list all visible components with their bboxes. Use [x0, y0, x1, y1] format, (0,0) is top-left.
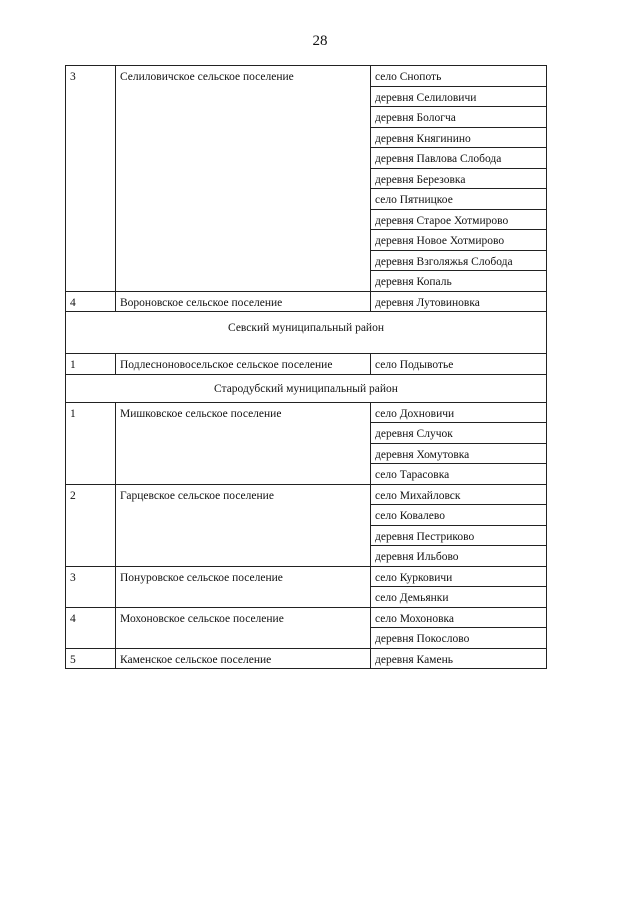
locality-name: деревня Павлова Слобода	[371, 148, 547, 169]
settlements-table	[65, 65, 547, 669]
row-number: 1	[66, 402, 116, 484]
locality-name: деревня Покослово	[371, 628, 547, 649]
locality-name: село Михайловск	[371, 484, 547, 505]
settlement-name: Мохоновское сельское поселение	[116, 607, 371, 648]
settlement-name: Мишковское сельское поселение	[116, 402, 371, 484]
table-row	[66, 402, 547, 423]
settlement-name: Селиловичское сельское поселение	[116, 66, 371, 292]
locality-name: село Ковалево	[371, 505, 547, 526]
locality-name: деревня Хомутовка	[371, 443, 547, 464]
district-title: Севский муниципальный район	[66, 312, 547, 354]
locality-name: деревня Взголяжья Слобода	[371, 250, 547, 271]
locality-name: деревня Копаль	[371, 271, 547, 292]
table-row	[66, 291, 547, 312]
locality-name: деревня Лутовиновка	[371, 291, 547, 312]
table-row	[66, 607, 547, 628]
settlement-name: Каменское сельское поселение	[116, 648, 371, 669]
locality-name: деревня Случок	[371, 423, 547, 444]
locality-name: деревня Старое Хотмирово	[371, 209, 547, 230]
row-number: 5	[66, 648, 116, 669]
row-number: 3	[66, 566, 116, 607]
locality-name: село Дохновичи	[371, 402, 547, 423]
locality-name: деревня Княгинино	[371, 127, 547, 148]
settlement-name: Подлесноновосельское сельское поселение	[116, 354, 371, 375]
locality-name: деревня Березовка	[371, 168, 547, 189]
locality-name: деревня Новое Хотмирово	[371, 230, 547, 251]
settlements-table-body	[66, 66, 547, 669]
locality-name: село Пятницкое	[371, 189, 547, 210]
locality-name: село Тарасовка	[371, 464, 547, 485]
row-number: 2	[66, 484, 116, 566]
locality-name: село Подывотье	[371, 354, 547, 375]
row-number: 3	[66, 66, 116, 292]
locality-name: село Мохоновка	[371, 607, 547, 628]
table-row	[66, 484, 547, 505]
table-row	[66, 648, 547, 669]
locality-name: деревня Камень	[371, 648, 547, 669]
row-number: 4	[66, 291, 116, 312]
district-title: Стародубский муниципальный район	[66, 374, 547, 402]
locality-name: деревня Пестриково	[371, 525, 547, 546]
locality-name: село Снопоть	[371, 66, 547, 87]
table-row	[66, 566, 547, 587]
locality-name: село Демьянки	[371, 587, 547, 608]
row-number: 1	[66, 354, 116, 375]
page-number: 28	[312, 33, 328, 49]
settlement-name: Гарцевское сельское поселение	[116, 484, 371, 566]
locality-name: деревня Ильбово	[371, 546, 547, 567]
table-row	[66, 66, 547, 87]
locality-name: деревня Бологча	[371, 107, 547, 128]
settlement-name: Вороновское сельское поселение	[116, 291, 371, 312]
locality-name: село Курковичи	[371, 566, 547, 587]
table-row	[66, 354, 547, 375]
locality-name: деревня Селиловичи	[371, 86, 547, 107]
district-header-row	[66, 312, 547, 354]
district-header-row	[66, 374, 547, 402]
row-number: 4	[66, 607, 116, 648]
settlement-name: Понуровское сельское поселение	[116, 566, 371, 607]
